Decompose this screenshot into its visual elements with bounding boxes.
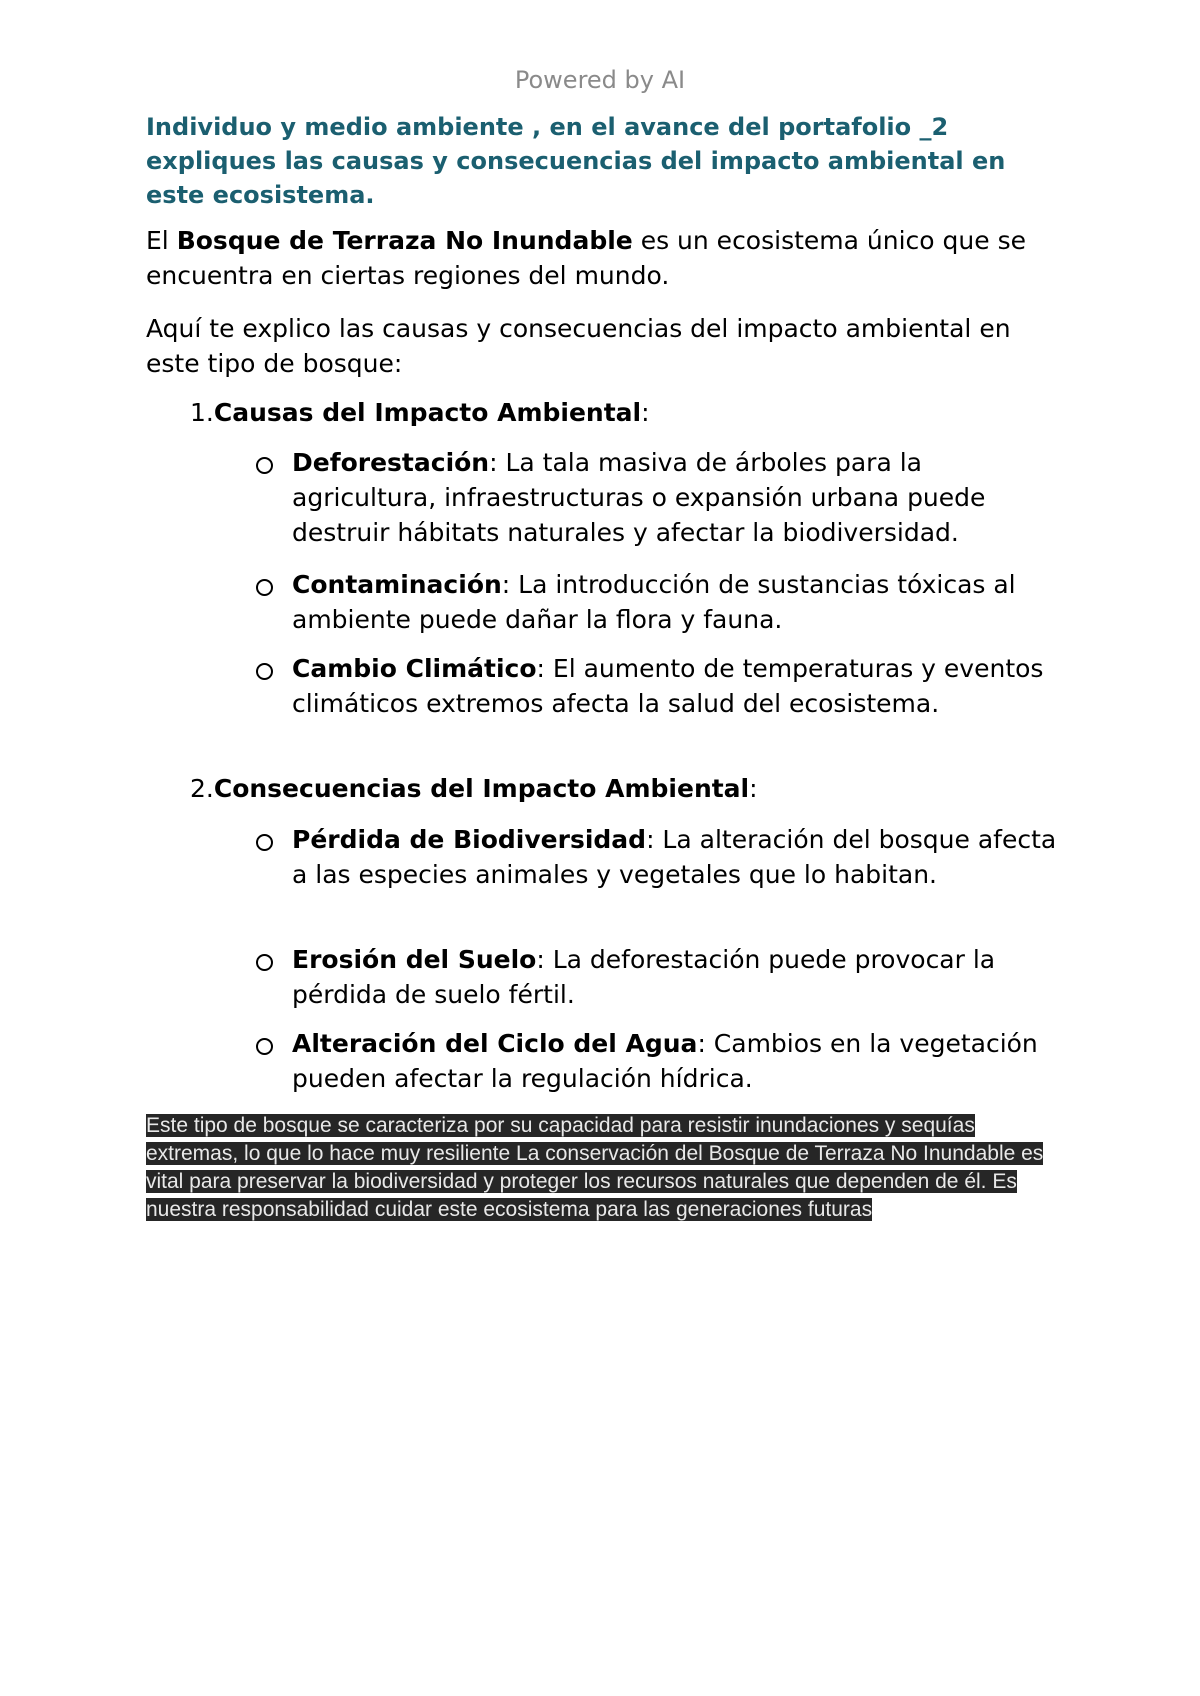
list-item-term: Pérdida de Biodiversidad — [292, 825, 647, 854]
list-item-desc: : El aumento de temperaturas y eventos climáticos extremos afecta la salud del ecosistema. — [292, 654, 1044, 718]
circle-bullet-icon — [256, 457, 273, 474]
list-item-term: Alteración del Ciclo del Agua — [292, 1029, 698, 1058]
section-number: 1. — [190, 398, 214, 427]
list-item-desc: : La tala masiva de árboles para la agricultura, infraestructuras o expansión urbana puede destruir hábitats naturales y afectar la biodiversidad. — [292, 448, 986, 547]
highlighted-conclusion-text: Este tipo de bosque se caracteriza por su capacidad para resistir inundaciones y sequías extremas, lo que lo hace muy resiliente La conservación del Bosque de Terraza No Inundable es vital para preservar la biodiversidad y proteger los recursos naturales que dependen de él. Es nuestra responsabilidad cuidar este ecosistema para las generaciones futuras — [146, 1114, 1044, 1221]
section-consequences-heading — [190, 771, 1070, 806]
circle-bullet-icon — [256, 834, 273, 851]
highlighted-conclusion — [146, 1112, 1066, 1224]
powered-by-header: Powered by AI — [514, 66, 686, 94]
list-item-desc: : La introducción de sustancias tóxicas al ambiente puede dañar la flora y fauna. — [292, 570, 1016, 634]
list-item-term: Erosión del Suelo — [292, 945, 537, 974]
circle-bullet-icon — [256, 954, 273, 971]
list-item-desc: : Cambios en la vegetación pueden afectar la regulación hídrica. — [292, 1029, 1038, 1093]
section-heading-text: Causas del Impacto Ambiental — [213, 398, 642, 427]
list-item-term: Cambio Climático — [292, 654, 537, 683]
circle-bullet-icon — [256, 579, 273, 596]
intro-paragraph — [146, 223, 1066, 293]
intro-suffix: es un ecosistema único que se encuentra en ciertas regiones del mundo. — [146, 226, 1026, 290]
section-colon: : — [641, 398, 650, 427]
section-number: 2. — [190, 774, 214, 803]
section-heading-text: Consecuencias del Impacto Ambiental — [213, 774, 750, 803]
list-item-desc: : La alteración del bosque afecta a las especies animales y vegetales que lo habitan. — [292, 825, 1057, 889]
list-item-term: Deforestación — [292, 448, 490, 477]
document-title: Individuo y medio ambiente , en el avance del portafolio _2 expliques las causas y consecuencias del impacto ambiental en este ecosistema. — [146, 113, 1006, 209]
list-item-desc: : La deforestación puede provocar la pérdida de suelo fértil. — [292, 945, 996, 1009]
list-item-term: Contaminación — [292, 570, 502, 599]
intro-bold-term: Bosque de Terraza No Inundable — [176, 226, 633, 255]
intro-prefix: El — [146, 226, 177, 255]
section-colon: : — [749, 774, 758, 803]
circle-bullet-icon — [256, 663, 273, 680]
circle-bullet-icon — [256, 1038, 273, 1055]
intro-paragraph-2: Aquí te explico las causas y consecuencias del impacto ambiental en este tipo de bosque: — [146, 314, 1011, 378]
section-causes-heading — [190, 395, 1070, 430]
